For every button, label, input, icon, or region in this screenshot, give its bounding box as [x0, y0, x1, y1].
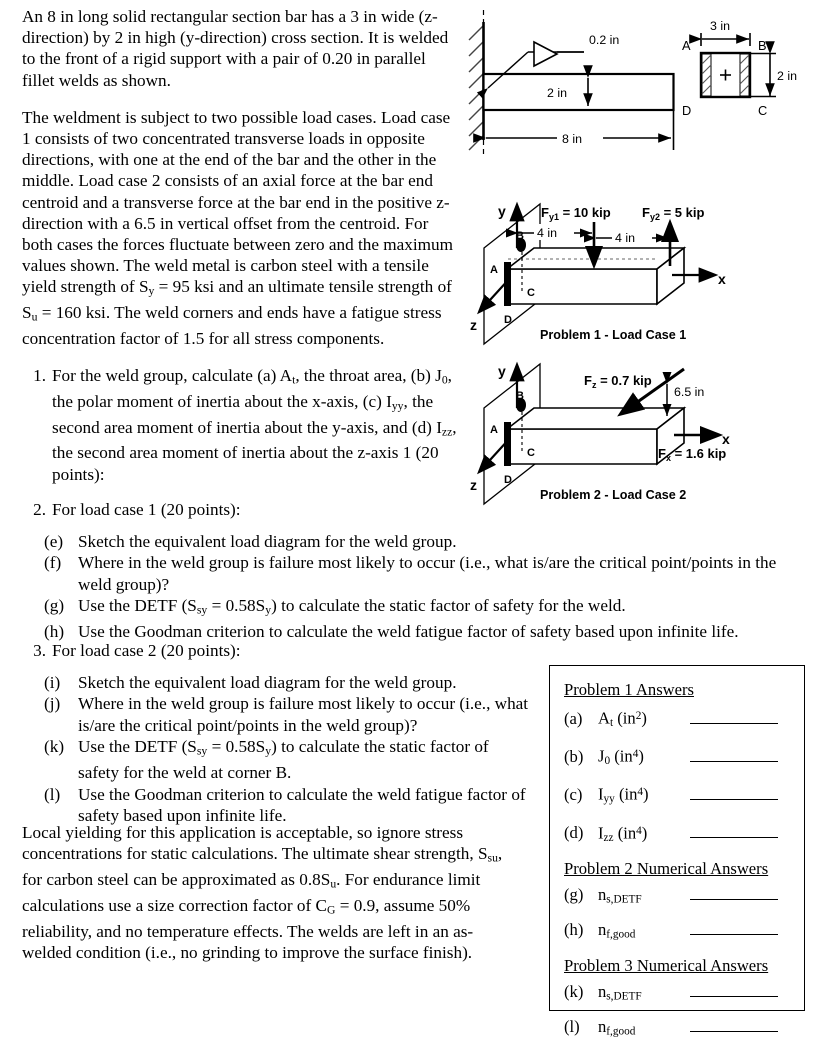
answer-blank-b[interactable] — [690, 748, 778, 762]
corner-label-c: C — [527, 287, 535, 299]
dim-4in-second-label: 4 in — [615, 231, 635, 245]
rigid-support-hatching — [469, 26, 483, 150]
subitem-text: Use the DETF $(S_{sy} = 0.58S_y)$ to calculate the static factor of safety for the weld at corner B. — [78, 737, 489, 783]
subitem-text: Use the DETF $(S_{sy} = 0.58S_y)$ to calculate the static factor of safety for the weld. — [78, 596, 626, 617]
force-fy1-label: $F_{y1} = 10$ kip — [541, 205, 611, 222]
y-axis-label: y — [498, 363, 506, 379]
subitem-text: Sketch the equivalent load diagram for the weld group. — [78, 673, 457, 692]
subitem-key: (l) — [44, 784, 61, 804]
side-view-svg — [462, 8, 814, 163]
closing-paragraph: Local yielding for this application is acceptable, so ignore stress concentrations for static calculations. The ultimate shear strength, $S_{su}$, for carbon steel can be approximated as $0.8S_u$. For endurance limit calculations use a size correction factor of $C_G = 0.9$, assume 50% reliability, and no temperature effects. The welds are left in an as-welded condition (i.e., no grinding to improve the surface finish). — [22, 823, 503, 962]
cs-width-label: 3 in — [710, 19, 730, 33]
answer-row-b — [564, 744, 804, 771]
answer-key: (c) — [564, 785, 583, 805]
question-3-subitems — [44, 668, 530, 826]
subitem-key: (e) — [44, 532, 64, 551]
force-fz-label: $F_z = 0.7$ kip — [584, 373, 652, 390]
answer-label: $I_{zz}$ $(in^4)$ — [598, 823, 648, 844]
question-2-subitems — [44, 527, 804, 643]
answer-key: (l) — [564, 1017, 580, 1037]
answer-label: $A_t$ $(in^2)$ — [598, 708, 647, 730]
bar-length-label: 8 in — [562, 132, 582, 146]
x-axis-label: x — [722, 431, 730, 447]
question-item-2 — [22, 499, 459, 520]
question-text: For load case 2 (20 points): — [52, 641, 241, 660]
figure-load-case-2 — [462, 356, 814, 504]
answer-key: (g) — [564, 884, 584, 904]
corner-label-d: D — [504, 314, 512, 326]
z-axis-label: z — [470, 317, 477, 333]
subitem-l — [44, 784, 530, 827]
subitem-key: (j) — [44, 694, 61, 714]
figure-side-view-and-cross-section — [462, 8, 814, 163]
corner-label-a: A — [682, 38, 691, 53]
intro-paragraph-1: An 8 in long solid rectangular section bar has a 3 in wide (z-direction) by 2 in high (y-direction) cross section. It is welded to the front of a rigid support with a pair of 0.20 in parallel fillet welds as shown. — [22, 7, 449, 90]
figure-load-case-1 — [462, 196, 814, 344]
subitem-k — [44, 736, 530, 783]
answer-key: (k) — [564, 981, 584, 1001]
question-item-3 — [22, 640, 522, 669]
weld-size-label: 0.2 in — [589, 33, 620, 47]
corner-label-a: A — [490, 424, 498, 436]
answer-row-a — [564, 706, 804, 733]
answer-blank-c[interactable] — [690, 786, 778, 800]
load-case-2-svg — [462, 356, 814, 504]
question-item-3-row — [22, 640, 522, 661]
y-axis-label: y — [498, 203, 506, 219]
subitem-e — [44, 531, 804, 552]
corner-label-d: D — [682, 103, 692, 118]
subitem-key: (g) — [44, 596, 65, 616]
corner-label-c: C — [758, 103, 768, 118]
force-fy2-label: $F_{y2} = 5$ kip — [642, 205, 705, 222]
answer-row-l — [564, 1017, 804, 1041]
force-fx-label: $F_x = 1.6$ kip — [658, 446, 727, 463]
subitem-f — [44, 552, 804, 595]
answer-blank-k[interactable] — [690, 983, 778, 997]
corner-label-b: B — [758, 38, 767, 53]
subitem-text: Where in the weld group is failure most likely to occur (i.e., what is/are the critical point/points in the weld group)? — [78, 694, 529, 735]
answer-section-heading-2: Problem 2 Numerical Answers — [564, 858, 769, 878]
answer-label: $n_{f,good}$ — [598, 920, 636, 941]
main-text-column — [22, 6, 459, 530]
subitem-text: Use the Goodman criterion to calculate the weld fatigue factor of safety based upon infinite life. — [78, 784, 526, 825]
answer-row-k — [564, 982, 804, 1006]
answer-label: $I_{yy}$ $(in^4)$ — [598, 785, 649, 806]
question-number: 1. — [33, 366, 46, 386]
question-item-1 — [22, 365, 459, 485]
answer-section-heading-3: Problem 3 Numerical Answers — [564, 955, 769, 975]
corner-label-b: B — [516, 390, 524, 402]
load-case-1-svg — [462, 196, 814, 344]
cs-width-dimension — [701, 33, 750, 46]
cs-height-label: 2 in — [777, 69, 797, 83]
subitem-key: (k) — [44, 737, 65, 757]
cs-height-dimension — [751, 54, 776, 97]
corner-label-b: B — [516, 230, 524, 242]
answer-key: (d) — [564, 823, 584, 843]
cross-section-group — [682, 19, 797, 118]
figure-caption: Problem 1 - Load Case 1 — [540, 328, 687, 342]
answer-key: (h) — [564, 920, 584, 940]
answer-label: $n_{f,good}$ — [598, 1017, 636, 1038]
answer-key: (a) — [564, 708, 583, 728]
figure-caption: Problem 2 - Load Case 2 — [540, 488, 687, 502]
closing-paragraph-block — [22, 822, 522, 979]
answer-blank-g[interactable] — [690, 886, 778, 900]
offset-label: 6.5 in — [674, 385, 705, 399]
subitem-key: (h) — [44, 622, 65, 642]
fillet-weld-symbol-icon — [534, 42, 557, 66]
answer-section-heading-1: Problem 1 Answers — [564, 680, 694, 699]
subitem-key: (i) — [44, 673, 61, 692]
answer-box — [549, 665, 805, 1038]
answer-label: $n_{s,DETF}$ — [598, 884, 642, 906]
answer-blank-a[interactable] — [690, 710, 778, 724]
answer-blank-h[interactable] — [690, 921, 778, 935]
answer-label: $n_{s,DETF}$ — [598, 981, 642, 1003]
answer-row-d — [564, 821, 804, 848]
answer-row-c — [564, 782, 804, 809]
z-axis-label: z — [470, 477, 477, 493]
subitem-g — [44, 595, 804, 621]
dim-4in-first-label: 4 in — [537, 226, 557, 240]
question-number: 2. — [33, 499, 46, 519]
intro-paragraph-2: The weldment is subject to two possible load cases. Load case 1 consists of two concentrated transverse loads in opposite directions, with one at the end of the bar and the other in the middle. Load case 2 consists of an axial force at the bar end centroid and a transverse force at the bar end in the positive z-direction with a 6.5 in vertical offset from the centroid. For both cases the forces fluctuate between zero and the maximum values shown. The weld metal is carbon steel with a tensile yield strength of $S_y = 95$ ksi and an ultimate tensile strength of $S_u = 160$ ksi. The weld corners and ends have a fatigue stress concentration factor of 1.5 for all stress components. — [22, 107, 453, 348]
answer-label: $J_0$ $(in^4)$ — [598, 746, 644, 768]
subitem-text: Use the Goodman criterion to calculate the weld fatigue factor of safety based upon infinite life. — [78, 622, 739, 642]
answer-key: (b) — [564, 746, 584, 766]
answer-blank-d[interactable] — [690, 824, 778, 838]
corner-label-c: C — [527, 447, 535, 459]
answer-blank-l[interactable] — [690, 1018, 778, 1032]
question-list-3 — [22, 640, 522, 661]
question-number: 3. — [33, 641, 46, 660]
subitem-i — [44, 672, 530, 693]
question-list — [22, 365, 459, 520]
answer-row-h — [564, 920, 804, 944]
bar-height-label: 2 in — [547, 86, 567, 100]
bar-side-profile — [484, 74, 674, 110]
corner-label-a: A — [490, 264, 498, 276]
subitem-key: (f) — [44, 553, 62, 573]
subitem-text: Where in the weld group is failure most likely to occur (i.e., what is/are the critical point/points in the weld group)? — [78, 553, 777, 594]
subitem-j — [44, 693, 530, 736]
corner-label-d: D — [504, 474, 512, 486]
answer-row-g — [564, 885, 804, 909]
x-axis-label: x — [718, 271, 726, 287]
question-text: For load case 1 (20 points): — [52, 499, 241, 519]
sublist-case-2 — [44, 672, 530, 826]
subitem-text: Sketch the equivalent load diagram for the weld group. — [78, 532, 457, 551]
question-text: For the weld group, calculate (a) $A_t$, the throat area, (b) $J_0$, the polar moment of inertia about the x-axis, (c) $I_{yy}$, the second area moment of inertia about the y-axis, and (d) $I_{zz}$, the second area moment of inertia about the z-axis 1 (20 points): — [52, 366, 457, 484]
sublist-case-1 — [44, 531, 804, 643]
